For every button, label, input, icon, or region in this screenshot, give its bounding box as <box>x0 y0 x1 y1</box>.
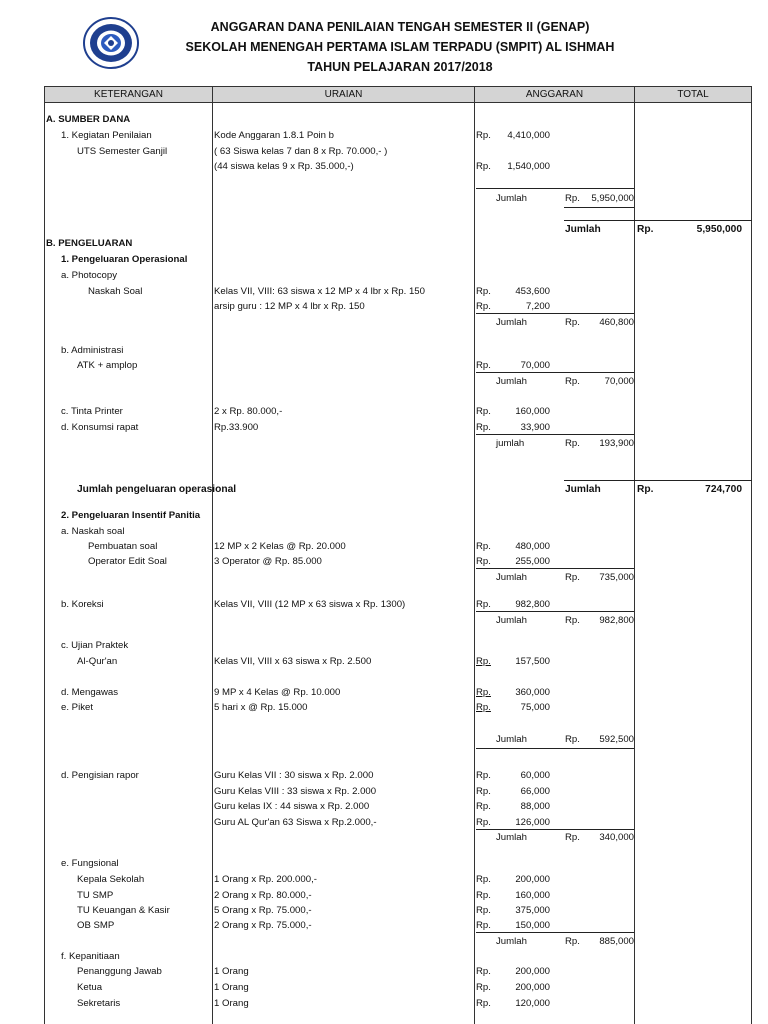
sum-line <box>476 313 634 314</box>
subtotal-rp: Rp. <box>565 193 580 204</box>
row-desc: 1 Orang <box>214 982 249 993</box>
row-label: f. Kepanitiaan <box>61 951 120 962</box>
section-b-label: B. PENGELUARAN <box>46 238 133 249</box>
row-rp: Rp. <box>476 286 491 297</box>
row-label: Al-Qur'an <box>77 656 118 667</box>
row-amount: 200,000 <box>515 874 550 885</box>
row-label: 1. Kegiatan Penilaian <box>61 130 152 141</box>
sum-line <box>476 568 634 569</box>
row-desc: 5 hari x @ Rp. 15.000 <box>214 702 308 713</box>
row-rp: Rp. <box>476 786 491 797</box>
subtotal-amount: 340,000 <box>599 832 634 843</box>
subtotal-rp: Rp. <box>565 936 580 947</box>
row-label: b. Administrasi <box>61 345 124 356</box>
row-rp: Rp. <box>476 920 491 931</box>
row-rp: Rp. <box>476 874 491 885</box>
subtotal-label: Jumlah <box>496 376 527 387</box>
row-rp: Rp. <box>476 406 491 417</box>
subsection-label: 1. Pengeluaran Operasional <box>61 254 188 265</box>
title-line-3: TAHUN PELAJARAN 2017/2018 <box>307 60 493 74</box>
row-rp: Rp. <box>476 890 491 901</box>
row-amount: 60,000 <box>520 770 550 781</box>
row-amount: 88,000 <box>520 801 550 812</box>
row-rp: Rp. <box>476 817 491 828</box>
grid-line <box>474 86 475 1024</box>
row-amount: 4,410,000 <box>507 130 550 141</box>
subtotal-rp: Rp. <box>565 832 580 843</box>
subtotal-amount: 592,500 <box>599 734 634 745</box>
subtotal-amount: 885,000 <box>599 936 634 947</box>
row-rp: Rp. <box>476 541 491 552</box>
row-desc: Kelas VII, VIII x 63 siswa x Rp. 2.500 <box>214 656 372 667</box>
row-amount: 120,000 <box>515 998 550 1009</box>
row-desc: Guru AL Qur'an 63 Siswa x Rp.2.000,- <box>214 817 377 828</box>
grid-line <box>634 86 635 1024</box>
row-label: b. Koreksi <box>61 599 104 610</box>
subtotal-rp: Rp. <box>565 317 580 328</box>
row-desc: (44 siswa kelas 9 x Rp. 35.000,-) <box>214 161 354 172</box>
total-label: Jumlah <box>565 484 601 495</box>
subtotal-amount: 5,950,000 <box>591 193 634 204</box>
row-desc: Guru Kelas VIII : 33 siswa x Rp. 2.000 <box>214 786 377 797</box>
row-label: Naskah Soal <box>88 286 143 297</box>
subtotal-label: Jumlah <box>496 615 527 626</box>
section-a-label: A. SUMBER DANA <box>46 114 131 125</box>
row-amount: 33,900 <box>520 422 550 433</box>
row-desc: Kelas VII, VIII: 63 siswa x 12 MP x 4 lbr x Rp. 150 <box>214 286 425 297</box>
subtotal-label: Jumlah <box>496 832 527 843</box>
row-amount: 982,800 <box>515 599 550 610</box>
row-desc: 1 Orang <box>214 998 249 1009</box>
row-rp: Rp. <box>476 770 491 781</box>
total-rp: Rp. <box>637 484 654 495</box>
row-desc: Guru kelas IX : 44 siswa x Rp. 2.000 <box>214 801 370 812</box>
row-amount: 200,000 <box>515 982 550 993</box>
row-amount: 70,000 <box>520 360 550 371</box>
sum-line <box>476 434 634 435</box>
row-amount: 360,000 <box>515 687 550 698</box>
row-rp: Rp. <box>476 360 491 371</box>
row-amount: 7,200 <box>525 301 550 312</box>
row-label: Penanggung Jawab <box>77 966 162 977</box>
row-label: Ketua <box>77 982 103 993</box>
row-rp: Rp. <box>476 801 491 812</box>
row-label: Pembuatan soal <box>88 541 158 552</box>
row-label: Kepala Sekolah <box>77 874 145 885</box>
row-desc: Rp.33.900 <box>214 422 259 433</box>
row-desc: ( 63 Siswa kelas 7 dan 8 x Rp. 70.000,- ) <box>214 146 388 157</box>
title-line-1: ANGGARAN DANA PENILAIAN TENGAH SEMESTER II (GENAP) <box>210 20 590 34</box>
row-rp: Rp. <box>476 301 491 312</box>
subtotal-label: Jumlah <box>496 734 527 745</box>
sum-line <box>476 372 634 373</box>
subtotal-label: jumlah <box>496 438 525 449</box>
sum-line <box>476 611 634 612</box>
total-label: Jumlah <box>565 224 601 235</box>
subtotal-amount: 193,900 <box>599 438 634 449</box>
subtotal-amount: 735,000 <box>599 572 634 583</box>
subtotal-rp: Rp. <box>565 376 580 387</box>
school-logo-icon <box>82 16 140 70</box>
row-label: e. Fungsional <box>61 858 119 869</box>
title-line-2: SEKOLAH MENENGAH PERTAMA ISLAM TERPADU (SMPIT) AL ISHMAH <box>185 40 615 54</box>
col-header-anggaran: ANGGARAN <box>474 86 635 103</box>
row-desc: 5 Orang x Rp. 75.000,- <box>214 905 312 916</box>
row-desc: arsip guru : 12 MP x 4 lbr x Rp. 150 <box>214 301 365 312</box>
grid-line <box>751 86 752 1024</box>
grid-line <box>44 86 45 1024</box>
row-amount: 480,000 <box>515 541 550 552</box>
grid-line <box>212 86 213 1024</box>
row-rp: Rp. <box>476 687 491 698</box>
total-operational-label: Jumlah pengeluaran operasional <box>77 484 237 495</box>
subsection-label: 2. Pengeluaran Insentif Panitia <box>61 510 201 521</box>
row-label: TU Keuangan & Kasir <box>77 905 170 916</box>
row-amount: 126,000 <box>515 817 550 828</box>
col-header-keterangan: KETERANGAN <box>44 86 213 103</box>
row-rp: Rp. <box>476 556 491 567</box>
row-rp: Rp. <box>476 998 491 1009</box>
subtotal-label: Jumlah <box>496 193 527 204</box>
row-label: d. Konsumsi rapat <box>61 422 139 433</box>
row-label: OB SMP <box>77 920 115 931</box>
row-label: Sekretaris <box>77 998 121 1009</box>
subtotal-label: Jumlah <box>496 936 527 947</box>
row-label: a. Photocopy <box>61 270 118 281</box>
row-amount: 66,000 <box>520 786 550 797</box>
row-desc: 12 MP x 2 Kelas @ Rp. 20.000 <box>214 541 346 552</box>
row-desc: 2 Orang x Rp. 75.000,- <box>214 920 312 931</box>
subtotal-amount: 70,000 <box>604 376 634 387</box>
subtotal-rp: Rp. <box>565 438 580 449</box>
row-label: d. Pengisian rapor <box>61 770 139 781</box>
row-rp: Rp. <box>476 656 491 667</box>
subtotal-label: Jumlah <box>496 572 527 583</box>
row-desc: 1 Orang <box>214 966 249 977</box>
row-amount: 255,000 <box>515 556 550 567</box>
row-amount: 160,000 <box>515 406 550 417</box>
subtotal-amount: 982,800 <box>599 615 634 626</box>
row-label: c. Tinta Printer <box>61 406 123 417</box>
row-amount: 160,000 <box>515 890 550 901</box>
row-desc: 9 MP x 4 Kelas @ Rp. 10.000 <box>214 687 341 698</box>
row-label: Operator Edit Soal <box>88 556 167 567</box>
sum-line <box>476 829 634 830</box>
row-desc: 3 Operator @ Rp. 85.000 <box>214 556 322 567</box>
row-desc: Guru Kelas VII : 30 siswa x Rp. 2.000 <box>214 770 374 781</box>
row-amount: 75,000 <box>520 702 550 713</box>
col-header-uraian: URAIAN <box>212 86 475 103</box>
total-line <box>564 480 752 481</box>
row-rp: Rp. <box>476 966 491 977</box>
subtotal-amount: 460,800 <box>599 317 634 328</box>
sum-line <box>476 932 634 933</box>
row-label: UTS Semester Ganjil <box>77 146 168 157</box>
total-line <box>564 220 752 221</box>
row-desc: 1 Orang x Rp. 200.000,- <box>214 874 317 885</box>
row-label: TU SMP <box>77 890 114 901</box>
row-amount: 375,000 <box>515 905 550 916</box>
row-desc: Kelas VII, VIII (12 MP x 63 siswa x Rp. 1300) <box>214 599 406 610</box>
total-rp: Rp. <box>637 224 654 235</box>
row-amount: 150,000 <box>515 920 550 931</box>
row-rp: Rp. <box>476 130 491 141</box>
row-rp: Rp. <box>476 422 491 433</box>
sum-line <box>564 207 634 208</box>
total-amount: 5,950,000 <box>696 224 742 235</box>
row-amount: 1,540,000 <box>507 161 550 172</box>
row-desc: 2 x Rp. 80.000,- <box>214 406 283 417</box>
row-rp: Rp. <box>476 161 491 172</box>
total-amount: 724,700 <box>705 484 742 495</box>
subtotal-rp: Rp. <box>565 615 580 626</box>
row-label: d. Mengawas <box>61 687 119 698</box>
col-header-total: TOTAL <box>634 86 752 103</box>
row-label: ATK + amplop <box>77 360 138 371</box>
subtotal-rp: Rp. <box>565 734 580 745</box>
row-label: c. Ujian Praktek <box>61 640 129 651</box>
row-desc: Kode Anggaran 1.8.1 Poin b <box>214 130 335 141</box>
row-rp: Rp. <box>476 905 491 916</box>
sum-line <box>476 188 634 189</box>
subtotal-rp: Rp. <box>565 572 580 583</box>
row-rp: Rp. <box>476 702 491 713</box>
row-rp: Rp. <box>476 599 491 610</box>
row-amount: 200,000 <box>515 966 550 977</box>
row-label: a. Naskah soal <box>61 526 125 537</box>
row-desc: 2 Orang x Rp. 80.000,- <box>214 890 312 901</box>
row-rp: Rp. <box>476 982 491 993</box>
row-amount: 157,500 <box>515 656 550 667</box>
row-amount: 453,600 <box>515 286 550 297</box>
sum-line <box>476 748 634 749</box>
row-label: e. Piket <box>61 702 93 713</box>
subtotal-label: Jumlah <box>496 317 527 328</box>
